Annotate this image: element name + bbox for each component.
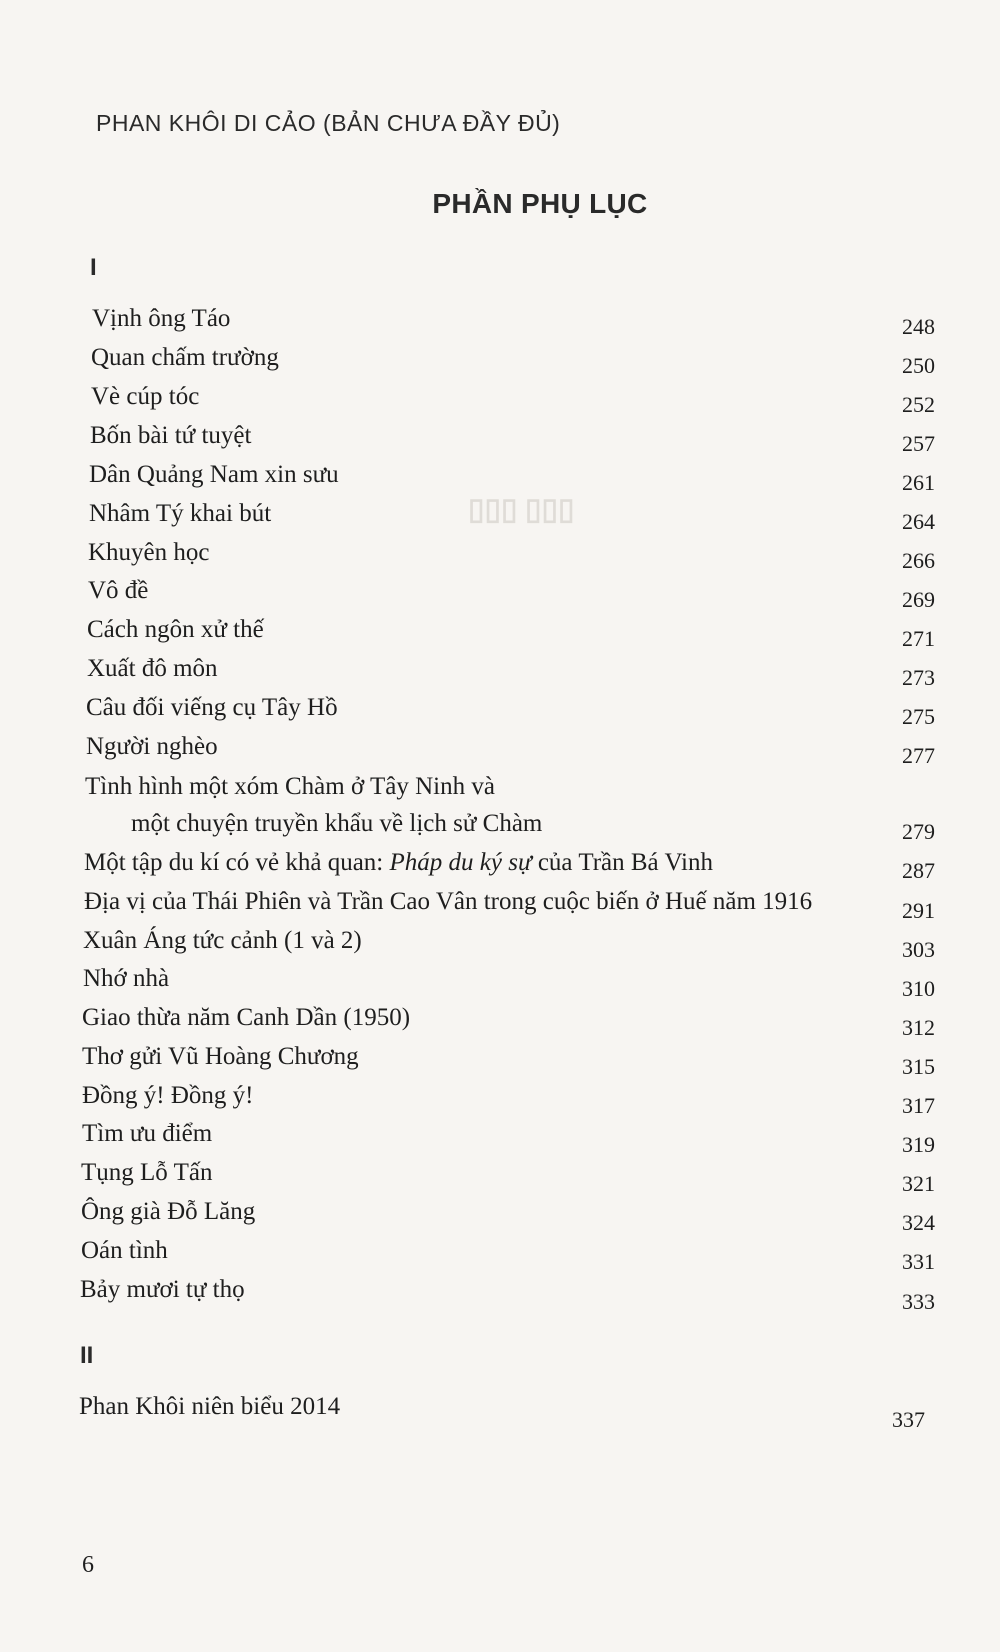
entry-title: Đồng ý! Đồng ý!: [82, 1082, 254, 1109]
entry-title-line2: một chuyện truyền khẩu về lịch sử Chàm: [131, 810, 543, 837]
entry-page-number: 266: [902, 548, 935, 573]
entry-title: Vè cúp tóc: [91, 383, 200, 410]
section-title: PHẦN PHỤ LỤC: [432, 188, 648, 219]
entry-page-number: 252: [902, 392, 935, 417]
entry-page-number: 271: [902, 626, 935, 651]
entry-title: Nhớ nhà: [83, 965, 170, 992]
entry-title: Quan chấm trường: [91, 344, 279, 371]
entry-title-suffix: của Trần Bá Vinh: [531, 849, 713, 876]
entry-page-number: 257: [902, 431, 935, 456]
entry-title: [84, 848, 713, 878]
part-two-label: II: [80, 1342, 94, 1369]
entry-title: Oán tình: [81, 1237, 168, 1264]
entry-page-number: 317: [902, 1093, 935, 1118]
entry-page-number: 277: [902, 743, 935, 768]
entry-page-number: 321: [902, 1171, 935, 1196]
entry-title: Giao thừa năm Canh Dần (1950): [82, 1004, 411, 1031]
entry-page-number: 261: [902, 470, 935, 495]
entry-title: Câu đối viếng cụ Tây Hồ: [86, 694, 338, 721]
entry-page-number: 324: [902, 1210, 935, 1235]
entry-page-number: 248: [902, 314, 935, 339]
entry-title-line1: Tình hình một xóm Chàm ở Tây Ninh và: [85, 773, 495, 800]
entry-title-italic: Pháp du ký sự: [389, 849, 532, 876]
entry-title: Tìm ưu điểm: [82, 1120, 213, 1147]
entry-page-number: 275: [902, 704, 935, 729]
entry-title: Dân Quảng Nam xin sưu: [89, 461, 339, 488]
part-one-label: I: [90, 254, 97, 281]
entry-page-number: 337: [892, 1407, 925, 1432]
entry-page-number: 303: [902, 937, 935, 962]
entry-page-number: 264: [902, 509, 935, 534]
entry-page-number: 331: [902, 1249, 935, 1274]
entry-page-number: 287: [902, 858, 935, 883]
entry-page-number: 310: [902, 976, 935, 1001]
entry-page-number: 319: [902, 1132, 935, 1157]
entry-title: Vô đề: [88, 577, 149, 604]
entry-page-number: 269: [902, 587, 935, 612]
entry-page-number: 312: [902, 1015, 935, 1040]
entry-title: Bốn bài tứ tuyệt: [90, 422, 252, 449]
entry-title: Địa vị của Thái Phiên và Trần Cao Vân trong cuộc biến ở Huế năm 1916: [84, 888, 813, 915]
entry-page-number: 273: [902, 665, 935, 690]
show-through-ghost: ▯▯▯ ▯▯▯: [468, 493, 575, 526]
entry-title: Xuân Áng tức cảnh (1 và 2): [83, 927, 362, 954]
running-head: PHAN KHÔI DI CẢO (BẢN CHƯA ĐẦY ĐỦ): [96, 110, 561, 136]
entry-title: Cách ngôn xử thế: [87, 616, 264, 643]
entry-page-number: 333: [902, 1289, 935, 1314]
entry-title: Vịnh ông Táo: [92, 305, 231, 332]
entry-page-number: 315: [902, 1054, 935, 1079]
entry-page-number: 250: [902, 353, 935, 378]
page-number: 6: [82, 1552, 94, 1578]
entry-page-number: 291: [902, 898, 935, 923]
entry-title: Thơ gửi Vũ Hoàng Chương: [82, 1043, 359, 1070]
entry-title: Xuất đô môn: [87, 655, 218, 682]
entry-title-prefix: Một tập du kí có vẻ khả quan:: [84, 849, 390, 876]
entry-title: Bảy mươi tự thọ: [80, 1276, 245, 1303]
entry-title: Tụng Lỗ Tấn: [81, 1159, 213, 1186]
entry-title: Ông già Đỗ Lăng: [81, 1198, 256, 1225]
entry-title: Người nghèo: [86, 733, 218, 760]
entry-title: Khuyên học: [88, 539, 210, 566]
entry-page-number: 279: [902, 819, 935, 844]
entry-title: Nhâm Tý khai bút: [89, 500, 272, 527]
entry-title: Phan Khôi niên biểu 2014: [79, 1393, 341, 1420]
